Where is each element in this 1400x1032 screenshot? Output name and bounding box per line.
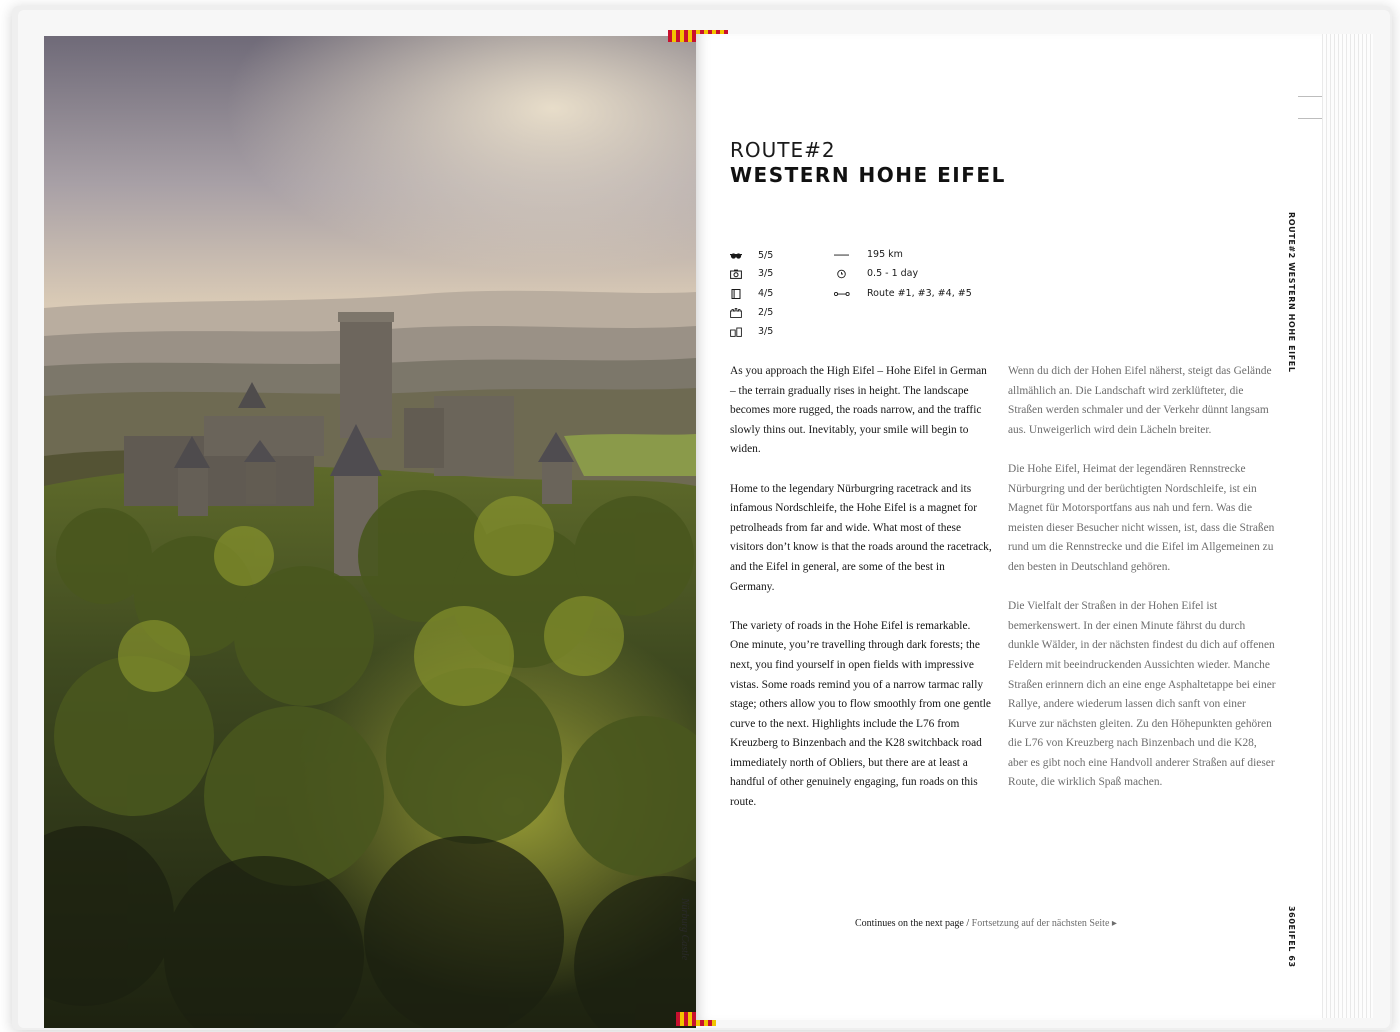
rating-value: 3/5 [758, 268, 774, 279]
english-paragraph: Home to the legendary Nürburgring racetrack and its infamous Nordschleife, the Hohe Eifel is a magnet for petrolheads from far and wide. What most of these visitors don’t know is that the roads around the racetrack, and the Eifel in general, are some of the best in Germany. [730, 482, 992, 593]
rating-value: 5/5 [758, 250, 774, 261]
rating-row [730, 326, 773, 337]
rating-value: 3/5 [758, 326, 774, 337]
continue-arrow-icon: ▸ [1109, 918, 1117, 929]
english-text-column [730, 362, 992, 832]
info-row [834, 249, 903, 260]
page-tab-mark [1298, 118, 1322, 119]
camera-icon [730, 269, 742, 279]
castle-landscape-image [44, 36, 696, 1028]
running-header: ROUTE#2 WESTERN HOHE EIFEL [1287, 212, 1296, 373]
page-tab-mark [1298, 96, 1322, 97]
book-icon [730, 289, 742, 299]
link-icon [834, 289, 850, 299]
german-paragraph: Wenn du dich der Hohen Eifel näherst, steigt das Gelände allmählich an. Die Landschaft wird zerklüfteter, die Straßen werden schmaler und der Verkehr dünnt langsam aus. Unweigerlich wird dein Lächeln breiter. [1008, 365, 1272, 436]
english-paragraph: The variety of roads in the Hohe Eifel is remarkable. One minute, you’re travelling through dark forests; the next, you find yourself in open fields with impressive vistas. Some roads remind you of a narrow tarmac rally stage; others allow you to flow smoothly from one gentle curve to the next. Highlights include the L76 from Kreuzberg to Binzenbach and the K28 switchback road immediately north of Obliers, but there are at least a handful of other genuinely engaging, fun roads on this route. [730, 619, 991, 809]
info-value: 195 km [867, 249, 903, 260]
eyes-icon [730, 251, 742, 261]
german-text-column [1008, 362, 1276, 813]
page-edges [1318, 34, 1373, 1018]
castle-photo [44, 36, 696, 1028]
continue-note [855, 918, 1117, 929]
continue-separator: / [963, 918, 972, 929]
rating-row [730, 250, 773, 261]
rating-row [730, 307, 773, 318]
english-paragraph: As you approach the High Eifel – Hohe Eifel in German – the terrain gradually rises in height. The landscape becomes more rugged, the roads narrow, and the traffic slowly thins out. Inevitably, your smile will begin to widen. [730, 365, 987, 456]
photo-caption: Nürburg Castle [679, 898, 690, 961]
info-value: 0.5 - 1 day [867, 268, 919, 279]
german-paragraph: Die Hohe Eifel, Heimat der legendären Rennstrecke Nürburgring und der berüchtigten Nordschleife, ist ein Magnet für Motorsportfans aus nah und fern. Was die meisten dieser Besucher nicht wissen, ist, dass die Straßen rund um die Rennstrecke und die Eifel im Allgemeinen zu den besten in Deutschland gehören. [1008, 462, 1275, 573]
continue-german: Fortsetzung auf der nächsten Seite [971, 918, 1110, 929]
page-number: 360EIFEL 63 [1287, 906, 1296, 968]
continue-english: Continues on the next page [855, 918, 964, 929]
rating-value: 4/5 [758, 288, 774, 299]
info-row [834, 268, 918, 279]
clock-icon [834, 269, 850, 279]
rating-value: 2/5 [758, 307, 774, 318]
distance-icon [834, 250, 850, 260]
rating-row [730, 288, 773, 299]
route-number: ROUTE#2 [730, 138, 836, 162]
info-row [834, 288, 972, 299]
route-title: WESTERN HOHE EIFEL [730, 163, 1006, 187]
castle-icon [730, 308, 742, 318]
rating-row [730, 268, 773, 279]
hotel-icon [730, 327, 742, 337]
german-paragraph: Die Vielfalt der Straßen in der Hohen Eifel ist bemerkenswert. In der einen Minute fährst du durch dunkle Wälder, in der nächsten findest du dich auf offenen Feldern mit beeindruckenden Aussichten wieder. Manche Straßen erinnern dich an eine enge Asphaltetappe bei einer Rallye, andere wiederum lassen dich sanft von einer Kurve zur nächsten gleiten. Zu den Höhepunkten gehören die L76 von Kreuzberg nach Binzenbach und die K28, aber es gibt noch eine Handvoll anderer Straßen auf dieser Route, die wirklich Spaß machen. [1008, 600, 1276, 789]
info-value: Route #1, #3, #4, #5 [867, 288, 972, 299]
